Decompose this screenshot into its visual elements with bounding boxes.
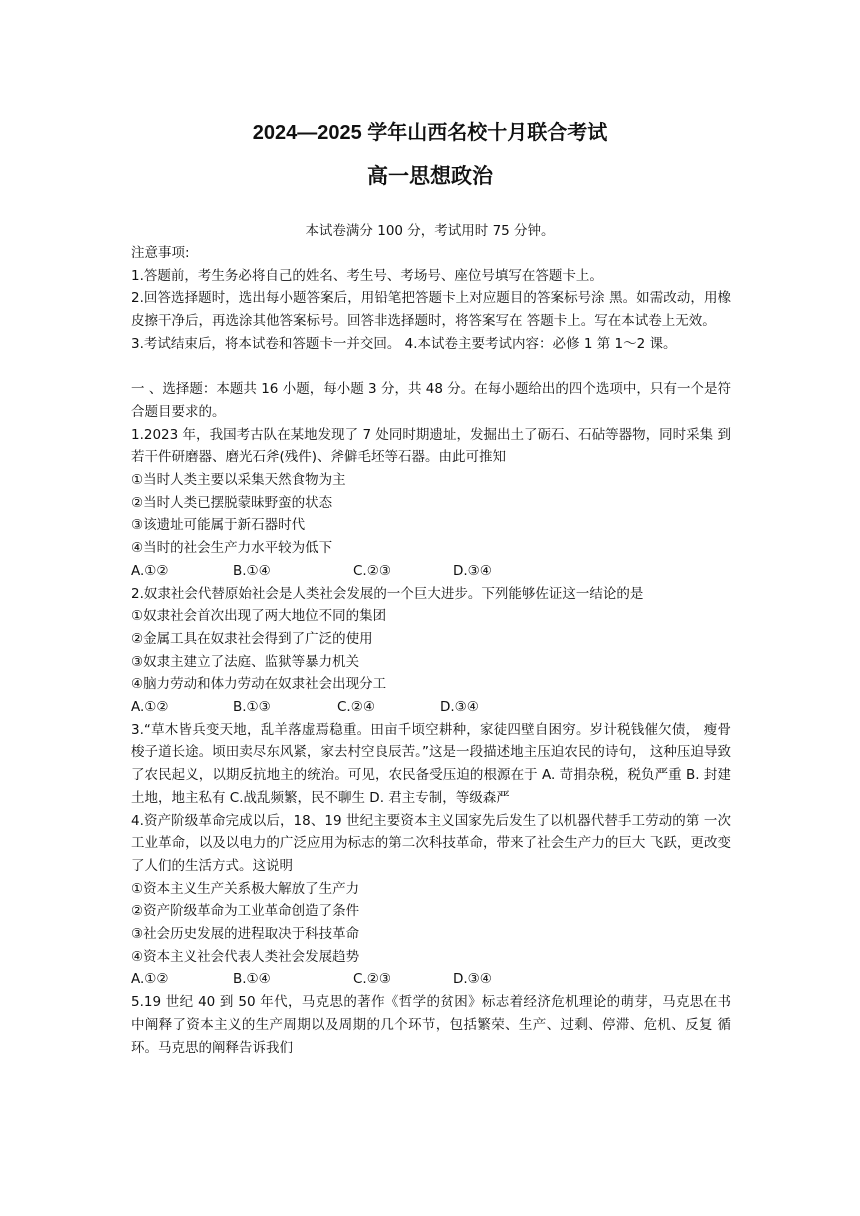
option-c: C.②③	[353, 971, 391, 988]
notes-heading: 注意事项:	[131, 245, 190, 261]
statement: ②当时人类已摆脱蒙昧野蛮的状态	[131, 494, 333, 511]
question-stem: 2.奴隶社会代替原始社会是人类社会发展的一个巨大进步。下列能够佐证这一结论的是	[131, 585, 644, 602]
statement: ②资产阶级革命为工业革命创造了条件	[131, 903, 360, 920]
statement: ②金属工具在奴隶社会得到了广泛的使用	[131, 630, 373, 647]
question-stem: 3.“草木皆兵变天地，乱羊落虚焉稳重。田亩千顷空耕种，家徒四壁自困穷。岁计税钱催欠债， 瘦骨梭子道长途。顷田卖尽东风紧，家去村空良辰苦。”这是一段描述地主压迫农民的诗句， 这种压迫导致了农民起义，以期反抗地主的统治。可见，农民备受压迫的根源在于 A. 苛捐杂税，税负严重 B. 封建土地，地主私有 C.战乱频繁，民不聊生 D. 君主专制，等级森严	[131, 721, 731, 806]
statement: ①当时人类主要以采集天然食物为主	[131, 472, 346, 489]
spacer	[131, 356, 731, 379]
statement: ①奴隶社会首次出现了两大地位不同的集团	[131, 608, 387, 625]
statement: ④资本主义社会代表人类社会发展趋势	[131, 948, 360, 965]
answer-options	[131, 968, 731, 991]
statement: ④当时的社会生产力水平较为低下	[131, 540, 333, 557]
option-b: B.①③	[233, 699, 271, 716]
option-d: D.③④	[453, 971, 492, 988]
option-a: A.①②	[131, 562, 169, 579]
statement: ①资本主义生产关系极大解放了生产力	[131, 880, 360, 897]
note-item: 1.答题前，考生务必将自己的姓名、考生号、考场号、座位号填写在答题卡上。	[131, 267, 603, 284]
option-d: D.③④	[440, 699, 479, 716]
option-b: B.①④	[233, 971, 271, 988]
section-heading: 一 、选择题：本题共 16 小题，每小题 3 分，共 48 分。在每小题给出的四个选项中，只有一个是符合题目要求的。	[131, 381, 731, 420]
statement: ④脑力劳动和体力劳动在奴隶社会出现分工	[131, 676, 387, 693]
statement: ③奴隶主建立了法庭、监狱等暴力机关	[131, 653, 360, 670]
option-a: A.①②	[131, 699, 169, 716]
note-item: 2.回答选择题时，选出每小题答案后，用铅笔把答题卡上对应题目的答案标号涂 黑。如需改动，用橡皮擦干净后，再选涂其他答案标号。回答非选择题时，将答案写在 答题卡上。写在本试卷上无效。	[131, 290, 731, 330]
question-stem: 1.2023 年，我国考古队在某地发现了 7 处同时期遗址，发掘出土了砺石、石砧等器物，同时采集 到若干件研磨器、磨光石斧(残件)、斧僻毛坯等石器。由此可推知	[131, 426, 731, 466]
option-b: B.①④	[233, 562, 271, 579]
statement: ③该遗址可能属于新石器时代	[131, 517, 306, 534]
subject-title: 高一思想政治	[367, 165, 493, 188]
exam-info: 本试卷满分 100 分，考试用时 75 分钟。	[305, 223, 555, 239]
answer-options	[131, 560, 731, 583]
answer-options	[131, 696, 731, 719]
question-stem: 4.资产阶级革命完成以后，18、19 世纪主要资本主义国家先后发生了以机器代替手工劳动的第 一次工业革命，以及以电力的广泛应用为标志的第二次科技革命，带来了社会生产力的巨大 飞跃，更改变了人们的生活方式。这说明	[131, 812, 731, 874]
option-c: C.②③	[353, 562, 391, 579]
option-c: C.②④	[337, 699, 375, 716]
option-a: A.①②	[131, 971, 169, 988]
option-d: D.③④	[453, 562, 492, 579]
note-item: 3.考试结束后，将本试卷和答题卡一并交回。 4.本试卷主要考试内容：必修 1 第 1～2 课。	[131, 335, 677, 352]
question-stem: 5.19 世纪 40 到 50 年代，马克思的著作《哲学的贫困》标志着经济危机理论的萌芽，马克思在书 中阐释了资本主义的生产周期以及周期的几个环节，包括繁荣、生产、过剩、停滞、危机、反复 循环。马克思的阐释告诉我们	[131, 994, 731, 1056]
document-body	[131, 242, 731, 1059]
statement: ③社会历史发展的进程取决于科技革命	[131, 926, 360, 943]
exam-title: 2024—2025 学年山西名校十月联合考试	[252, 122, 608, 144]
